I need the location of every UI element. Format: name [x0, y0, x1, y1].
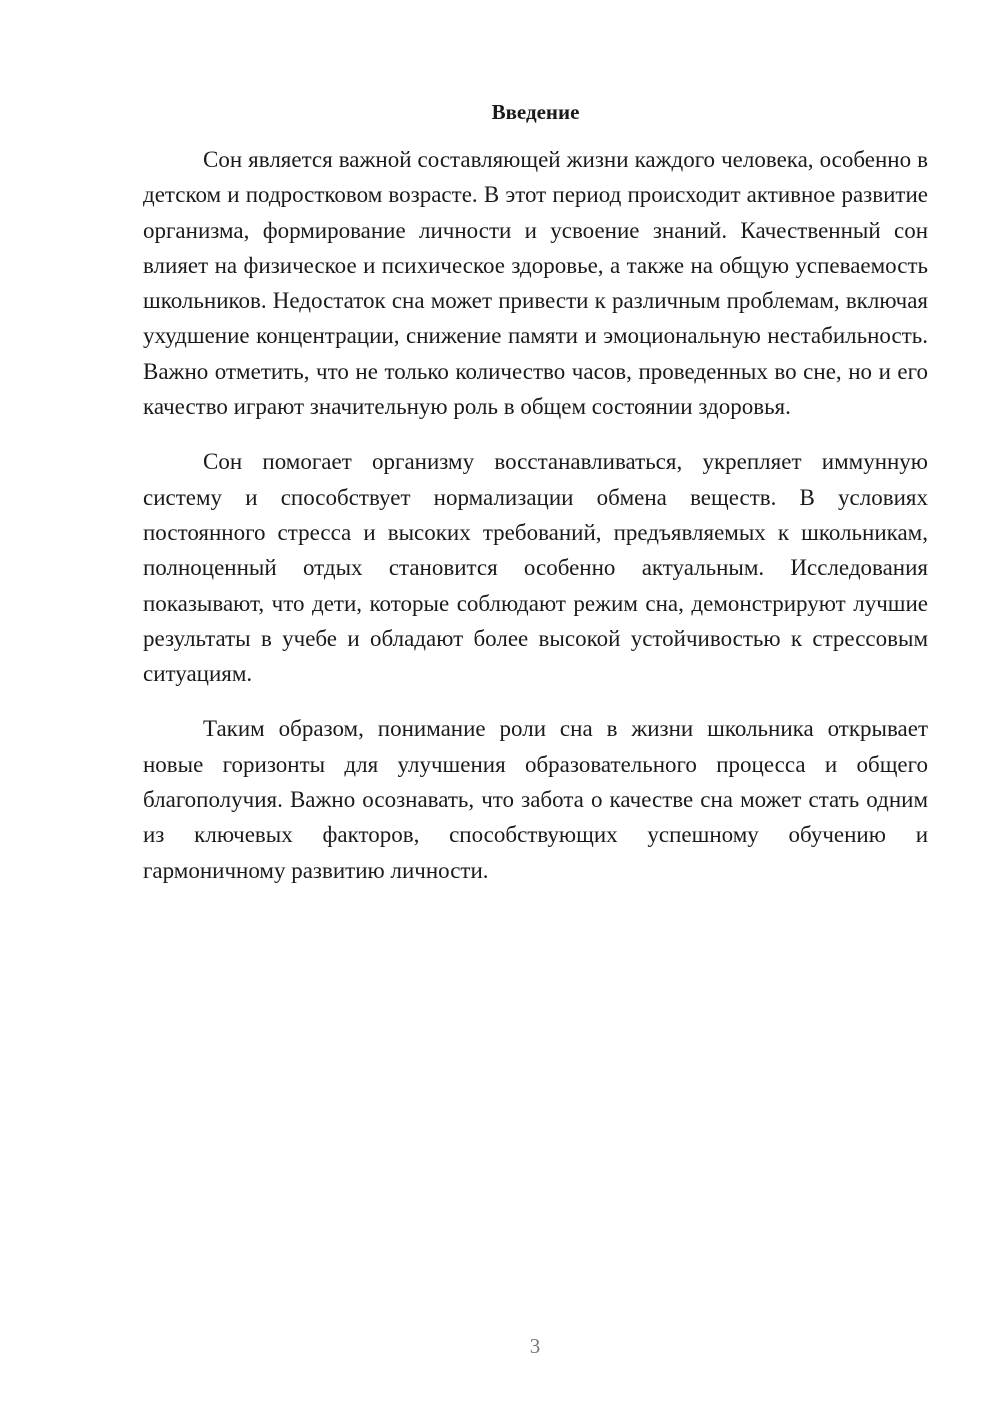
paragraph-2: Сон помогает организму восстанавливаться, укрепляет иммунную систему и способствует нормализации обмена веществ. В условиях постоянного стресса и высоких требований, предъявляемых к школьникам, полноценный отдых становится особенно актуальным. Исследования показывают, что дети, которые соблюдают режим сна, демонстрируют лучшие результаты в учебе и обладают более высокой устойчивостью к стрессовым ситуациям. [143, 449, 928, 687]
section-heading: Введение [491, 100, 580, 124]
paragraph-3: Таким образом, понимание роли сна в жизни школьника открывает новые горизонты для улучшения образовательного процесса и общего благополучия. Важно осознавать, что забота о качестве сна может стать одним из ключевых факторов, способствующих успешному обучению и гармоничному развитию личности. [143, 716, 928, 883]
paragraph-1: Сон является важной составляющей жизни каждого человека, особенно в детском и подростковом возрасте. В этот период происходит активное развитие организма, формирование личности и усвоение знаний. Качественный сон влияет на физическое и психическое здоровье, а также на общую успеваемость школьников. Недостаток сна может привести к различным проблемам, включая ухудшение концентрации, снижение памяти и эмоциональную нестабильность. Важно отметить, что не только количество часов, проведенных во сне, но и его качество играют значительную роль в общем состоянии здоровья. [143, 147, 928, 420]
page-number: 3 [529, 1334, 541, 1358]
body-text [143, 142, 928, 888]
